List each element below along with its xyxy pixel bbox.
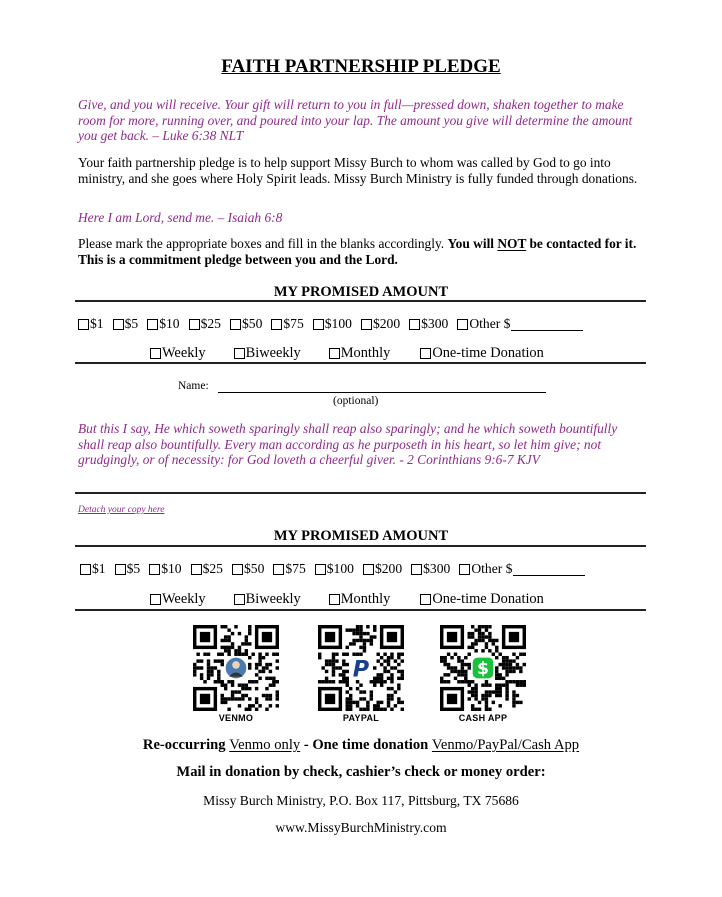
frequency-option[interactable] [420,345,544,362]
frequency-option[interactable] [329,345,391,362]
frequency-option[interactable] [234,591,301,608]
frequency-option[interactable] [329,591,391,608]
corinthians-verse: But this I say, He which soweth sparingly shall reap also sparingly; and he which soweth bountifully shall reap also bountifully. Every man according as he purposeth in his heart, so let him give; not grudgingly, or of necessity: for God loveth a cheerful giver. - 2 Corinthians 9:6-7 KJV [78,421,618,467]
checkbox[interactable] [329,348,340,359]
amount-label: Other $ [471,561,513,576]
checkbox[interactable] [315,564,326,575]
venmo-avatar-icon [226,658,247,679]
checkbox[interactable] [113,319,124,330]
checkbox[interactable] [150,348,161,359]
cashapp-label: CASH APP [458,713,508,723]
frequency-label: Weekly [162,345,206,361]
amount-label: $100 [326,561,354,576]
checkbox[interactable] [230,319,241,330]
checkbox[interactable] [457,319,468,330]
amount-option[interactable] [80,561,106,577]
frequency-option[interactable] [150,591,206,608]
checkbox[interactable] [411,564,422,575]
amount-option[interactable] [232,561,264,577]
amount-label: $100 [324,316,352,331]
frequency-label: One-time Donation [432,591,544,607]
amount-label: Other $ [469,316,511,331]
checkbox[interactable] [232,564,243,575]
recurring-middle: - One time donation [300,737,432,753]
instructions [78,236,644,267]
checkbox[interactable] [147,319,158,330]
amount-label: $300 [423,561,451,576]
checkbox[interactable] [115,564,126,575]
amount-label: $5 [124,316,139,331]
amount-label: $25 [200,316,221,331]
frequency-label: Weekly [162,591,206,607]
amount-label: $300 [421,316,449,331]
checkbox[interactable] [150,594,161,605]
frequency-option[interactable] [150,345,206,362]
frequency-option[interactable] [234,345,301,362]
cashapp-qr-code[interactable] [440,625,526,711]
frequency-options [150,345,590,362]
other-amount-input[interactable] [511,318,583,331]
frequency-label: Biweekly [245,345,301,361]
recurring-line [0,737,722,754]
amount-label: $25 [202,561,223,576]
checkbox[interactable] [420,594,431,605]
amount-label: $200 [374,561,403,576]
checkbox[interactable] [78,319,89,330]
svg-text:P: P [352,656,370,683]
name-label: Name: [178,380,209,392]
paypal-qr[interactable] [318,625,404,723]
isaiah-verse: Here I am Lord, send me. – Isaiah 6:8 [78,210,283,225]
paypal-label: PAYPAL [342,713,380,723]
amount-option[interactable] [273,561,305,577]
amount-option[interactable] [189,316,221,332]
all-methods: Venmo/PayPal/Cash App [431,737,580,753]
detach-link: Detach your copy here [78,505,165,515]
paypal-icon [353,657,370,683]
amount-label: $1 [92,561,106,576]
promised-amount-heading-2: MY PROMISED AMOUNT [273,528,449,544]
amount-option[interactable] [271,316,303,332]
instructions-not: NOT [497,236,527,251]
svg-text:$: $ [477,659,489,680]
amount-option[interactable] [315,561,354,577]
amount-option[interactable] [313,316,352,332]
amount-label: $50 [243,561,265,576]
name-optional-note: (optional) [333,395,379,407]
intro-paragraph: Your faith partnership pledge is to help support Missy Burch to whom was called by God to go into ministry, and she goes where Holy Spirit leads. Missy Burch Ministry is fully funded through donations. [78,155,638,186]
checkbox[interactable] [149,564,160,575]
frequency-label: Biweekly [245,591,301,607]
instructions-bold-2: be contacted for it. This is a commitment pledge between you and the Lord. [78,236,637,267]
venmo-qr-code[interactable] [193,625,279,711]
luke-verse: Give, and you will receive. Your gift will return to you in full—pressed down, shaken together to make room for more, running over, and poured into your lap. The amount you give will determine the amount you get back. – Luke 6:38 NLT [78,97,633,143]
amount-option[interactable] [457,316,583,332]
website[interactable]: www.MissyBurchMinistry.com [275,820,447,835]
venmo-only: Venmo only [229,737,301,753]
amount-label: $200 [372,316,401,331]
amount-label: $75 [283,316,304,331]
divider [75,362,646,364]
checkbox[interactable] [361,319,372,330]
amount-label: $10 [159,316,180,331]
amount-option[interactable] [230,316,262,332]
mail-heading: Mail in donation by check, cashier’s check or money order: [176,764,546,780]
amount-label: $50 [241,316,263,331]
amount-option[interactable] [459,561,585,577]
paypal-qr-code[interactable] [318,625,404,711]
amount-option[interactable] [363,561,402,577]
name-input[interactable] [218,392,546,393]
checkbox[interactable] [234,348,245,359]
amount-option[interactable] [115,561,141,577]
amount-option[interactable] [191,561,223,577]
checkbox[interactable] [420,348,431,359]
amount-option[interactable] [147,316,179,332]
cash-app-icon [473,658,494,680]
cashapp-qr[interactable] [440,625,526,723]
frequency-option[interactable] [420,591,544,608]
amount-label: $5 [126,561,141,576]
divider [75,609,646,611]
frequency-label: One-time Donation [432,345,544,361]
instructions-bold-1: You will [447,236,498,251]
page-title: FAITH PARTNERSHIP PLEDGE [221,56,501,77]
frequency-options-2 [150,591,590,608]
checkbox[interactable] [313,319,324,330]
divider [75,300,646,302]
mailing-address: Missy Burch Ministry, P.O. Box 117, Pittsburg, TX 75686 [203,793,519,808]
checkbox[interactable] [329,594,340,605]
amount-option[interactable] [149,561,181,577]
amount-label: $1 [90,316,104,331]
frequency-label: Monthly [340,591,391,607]
divider [75,492,646,494]
checkbox[interactable] [191,564,202,575]
checkbox[interactable] [363,564,374,575]
amount-option[interactable] [78,316,104,332]
amount-option[interactable] [411,561,450,577]
checkbox[interactable] [273,564,284,575]
divider [75,545,646,547]
amount-label: $75 [285,561,306,576]
promised-amount-heading: MY PROMISED AMOUNT [273,284,449,300]
amount-option[interactable] [361,316,400,332]
checkbox[interactable] [189,319,200,330]
amount-label: $10 [161,561,182,576]
checkbox[interactable] [80,564,91,575]
checkbox[interactable] [459,564,470,575]
venmo-label: VENMO [218,713,254,723]
checkbox[interactable] [234,594,245,605]
checkbox[interactable] [409,319,420,330]
venmo-qr[interactable] [193,625,279,723]
checkbox[interactable] [271,319,282,330]
recurring-prefix: Re-occurring [142,737,230,753]
amount-option[interactable] [409,316,448,332]
instructions-text: Please mark the appropriate boxes and fill in the blanks accordingly. [78,236,448,251]
amount-options-2 [80,561,650,577]
other-amount-input[interactable] [513,563,585,576]
amount-option[interactable] [113,316,139,332]
frequency-label: Monthly [340,345,391,361]
amount-options [78,316,648,332]
